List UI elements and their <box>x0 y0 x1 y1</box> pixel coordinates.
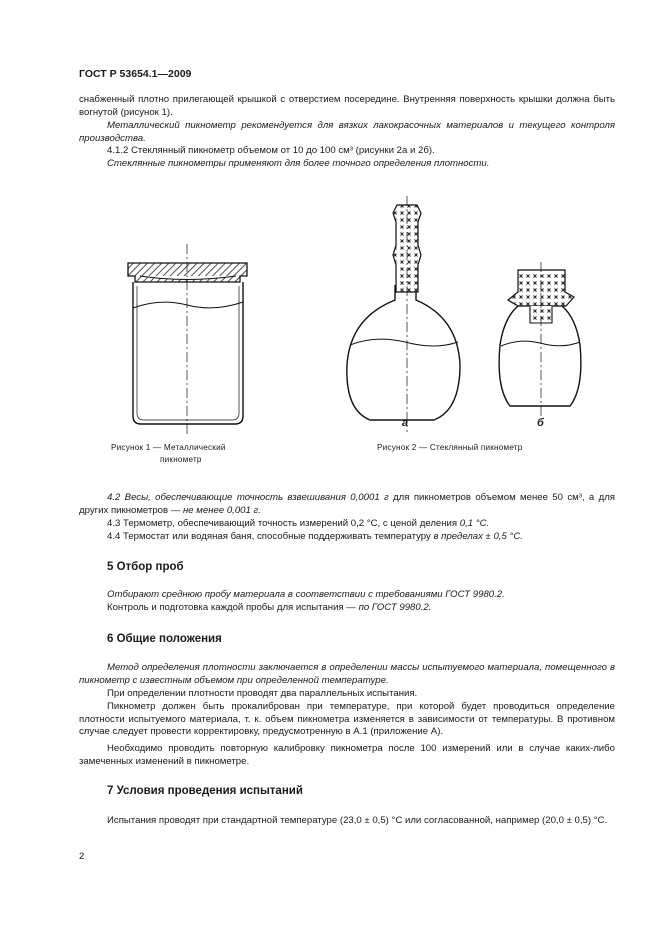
document-header: ГОСТ Р 53654.1—2009 <box>79 68 192 80</box>
glass-pycnometer-b-figure <box>499 262 581 418</box>
section-6-paragraph-2: При определении плотности проводят два параллельных испытания. <box>107 688 418 699</box>
item-4-3 <box>79 518 615 531</box>
item-4-2-italic-end: не менее 0,001 г. <box>183 504 261 516</box>
item-4-3-text: 4.3 Термометр, обеспечивающий точность измерений 0,2 °С, с ценой деления <box>107 518 460 529</box>
item-4-2 <box>79 492 615 517</box>
figure-1-caption-line2: пикнометр <box>160 455 202 464</box>
metal-pycnometer-figure <box>128 244 247 436</box>
section-5-paragraph-1: Отбирают среднюю пробу материала в соответствии с требованиями ГОСТ 9980.2. <box>107 589 505 600</box>
section-5-p2-italic: по ГОСТ 9980.2. <box>358 602 432 613</box>
section-7-heading: 7 Условия проведения испытаний <box>107 785 303 797</box>
figure-2-caption: Рисунок 2 — Стеклянный пикнометр <box>377 443 523 452</box>
section-5-heading: 5 Отбор проб <box>107 561 184 573</box>
item-4-1-2: 4.1.2 Стеклянный пикнометр объемом от 10 до 100 см³ (рисунки 2а и 2б). <box>107 145 435 156</box>
paragraph-lid: снабженный плотно прилегающей крышкой с отверстием посередине. Внутренняя поверхность крышки должна быть вогнутой (рисунок 1). <box>79 94 615 118</box>
item-4-2-text: для пикнометров объемом менее 50 см³, а для других пикнометров — <box>79 492 615 516</box>
section-7-paragraph-1: Испытания проводят при стандартной температуре (23,0 ± 0,5) °С или согласованной, например (20,0 ± 0,5) °С. <box>107 815 608 826</box>
item-4-2-italic: 4.2 Весы, обеспечивающие точность взвешивания 0,0001 г <box>107 492 389 503</box>
figure-2b-label: б <box>537 417 545 429</box>
paragraph-metal-recommendation: Металлический пикнометр рекомендуется для вязких лакокрасочных материалов и текущего контроля производства. <box>79 120 615 144</box>
figure-2a-label: а <box>402 417 409 429</box>
figure-1-caption-line1: Рисунок 1 — Металлический <box>111 443 226 452</box>
section-6-paragraph-4: Необходимо проводить повторную калибровку пикнометра после 100 измерений или в случае каких-либо замеченных изменений в пикнометре. <box>79 743 615 767</box>
section-6-paragraph-1: Метод определения плотности заключается в определении массы испытуемого материала, помещенного в пикнометр с известным объемом при определенной температуре. <box>79 662 615 686</box>
paragraph-glass-recommendation: Стеклянные пикнометры применяют для более точного определения плотности. <box>107 158 490 169</box>
item-4-4-text: 4.4 Термостат или водяная баня, способные поддерживать температуру <box>107 531 434 542</box>
section-6-paragraph-3: Пикнометр должен быть прокалиброван при температуре, при которой будет проводиться определение плотности испытуемого материала, т. к. объем пикнометра изменяется в зависимости от температуры. В противном случае следует провести корректировку, предусмотренную в А.1 (приложение А). <box>79 701 615 738</box>
section-5-paragraph-2 <box>79 602 615 615</box>
item-4-4 <box>79 531 615 544</box>
page-number: 2 <box>79 851 85 862</box>
item-4-4-italic: в пределах ± 0,5 °С. <box>433 531 523 542</box>
section-6-heading: 6 Общие положения <box>107 633 222 645</box>
glass-pycnometer-a-figure <box>347 196 460 432</box>
section-5-p2-text: Контроль и подготовка каждой пробы для испытания — <box>107 602 359 613</box>
item-4-3-italic: 0,1 °С. <box>459 518 490 529</box>
